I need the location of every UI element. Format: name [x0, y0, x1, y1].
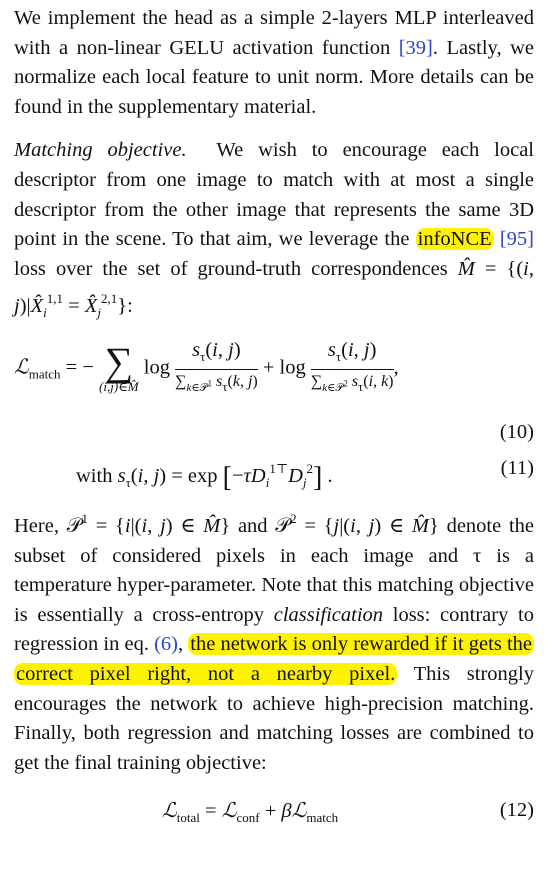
equation-number: (12)	[499, 799, 534, 822]
equation-ref-link[interactable]: (6)	[154, 633, 179, 656]
equation-match-loss: ℒ$_{match}$ = − ∑ (i,j)∈M̂ log $\frac{s_\tau(i, j)}{\sum_{k\in 𝒫^1} s_\tau(k, j)}$ + log $\frac{s_\tau(i, j)}{\sum_{k\in 𝒫^2} s_\tau(i, k)}$ ,	[14, 338, 399, 394]
inline-math-pixel-sets: Here, 𝒫$^1$ = {i|(i, j) ∈ M̂} and 𝒫$^2$ = {j|(i, j) ∈ M̂}	[14, 510, 439, 537]
equation-total-loss: ℒ$_{total}$ = ℒ$_{conf}$ + βℒ$_{match}$	[162, 798, 339, 826]
paragraph-head-mlp: We implement the head as a simple 2-layers MLP interleaved with a non-linear GELU activation function [39]. Lastly, we normalize each local feature to unit norm. More details can be found in the supplementary material.	[14, 7, 534, 118]
equation-11: with $s_\tau(i$, $j) = \exp [-\tau D_i^{1⊤}D_j^2]$ . (11)	[14, 454, 534, 494]
citation-link[interactable]: [39]	[398, 36, 433, 59]
section-heading: Matching objective.	[14, 139, 187, 162]
paragraph-here: Here, 𝒫$^1$ = {i|(i, j) ∈ M̂} and 𝒫$^2$ = {j|(i, j) ∈ M̂} denote the subset of considered pixels in each image and τ is a temperature hyper-parameter. Note that this matching objective is essentially a cross-entropy classification loss: contrary to regression in eq. (6), the network is only rewarded if it gets the correct pixel right, not a nearby pixel. This strongly encourages the network to achieve high-precision matching. Finally, both regression and matching losses are combined to get the final training objective:	[14, 510, 535, 774]
equation-12	[14, 796, 534, 836]
equation-number: (10)	[499, 420, 534, 443]
citation-link[interactable]: [95]	[499, 228, 535, 251]
paper-page	[14, 4, 534, 836]
highlighted-text: the network is only rewarded if it gets the correct pixel right, not a nearby pixel.	[16, 633, 533, 685]
equation-10	[14, 338, 534, 443]
inline-math-correspondences: M̂ = {(i, $j)|X̂_i^{1,1}$ = $X̂_j^{2,1}$}:	[14, 257, 534, 321]
highlighted-text: infoNCE	[417, 228, 492, 251]
equation-number: (11)	[500, 456, 534, 479]
paragraph-matching-objective: Matching objective. We wish to encourage each local descriptor from one image to match with at most a single descriptor from the other image that represents the same 3D point in the scene. To that aim, we leverage the infoNCE [95] loss over the set of ground-truth correspondences M̂ = {(i, $j)|X̂_i^{1,1}$ = $X̂_j^{2,1}$}:	[14, 139, 535, 321]
